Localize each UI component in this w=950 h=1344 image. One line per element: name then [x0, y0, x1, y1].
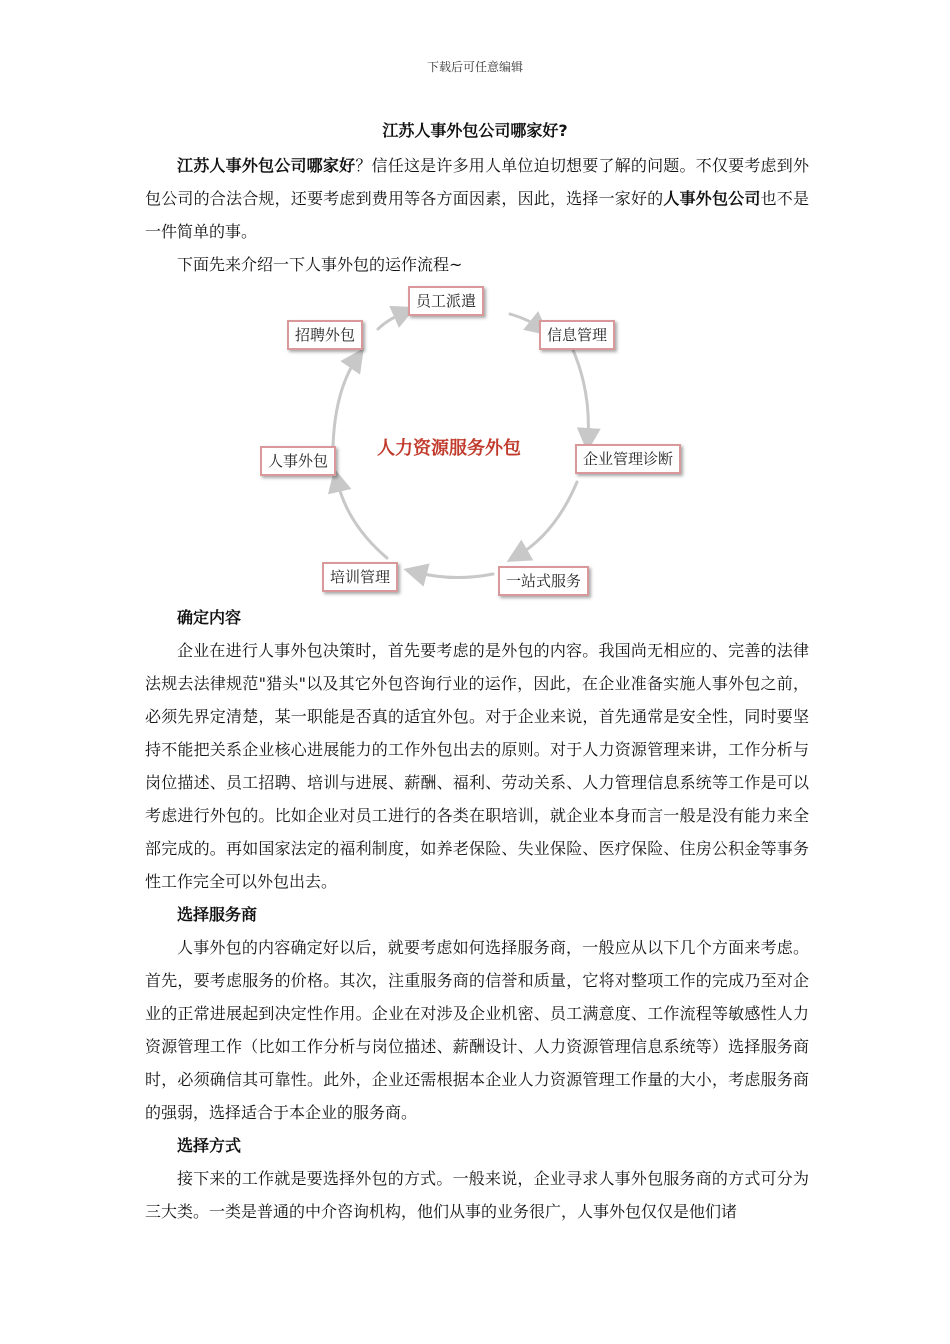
section-heading-content: 确定内容 — [177, 608, 242, 627]
section-body-content: 企业在进行人事外包决策时，首先要考虑的是外包的内容。我国尚无相应的、完善的法律法规去法律规范"猎头"以及其它外包咨询行业的运作，因此，在企业准备实施人事外包之前，必须先界定清楚，某一职能是否真的适宜外包。对于企业来说，首先通常是安全性，同时要坚持不能把关系企业核心进展能力的工作外包出去的原则。对于人力资源管理来讲，工作分析与岗位描述、员工招聘、培训与进展、薪酬、福利、劳动关系、人力管理信息系统等工作是可以考虑进行外包的。比如企业对员工进行的各类在职培训，就企业本身而言一般是没有能力来全部完成的。再如国家法定的福利制度，如养老保险、失业保险、医疗保险、住房公积金等事务性工作完全可以外包出去。 — [145, 641, 809, 891]
intro-text-b: 也不是一件简单的事。 — [145, 189, 809, 241]
ring-arc-7 — [378, 312, 405, 329]
document-title: 江苏人事外包公司哪家好? — [382, 121, 568, 140]
header-note: 下载后可任意编辑 — [426, 60, 523, 74]
intro-bold-mid: 人事外包公司 — [663, 189, 761, 208]
node-enterprise-diagnosis: 企业管理诊断 — [575, 444, 681, 474]
ring-arc-2 — [573, 350, 588, 440]
node-training-management: 培训管理 — [322, 562, 398, 592]
intro-bold-lead: 江苏人事外包公司哪家好 — [177, 156, 356, 175]
outsourcing-process-diagram — [255, 284, 695, 600]
ring-arc-5 — [337, 480, 387, 558]
sections-block — [145, 601, 809, 1228]
section-heading-provider: 选择服务商 — [177, 905, 258, 924]
section-body-method: 接下来的工作就是要选择外包的方式。一般来说，企业寻求人事外包服务商的方式可分为三大类。一类是普通的中介咨询机构，他们从事的业务很广，人事外包仅仅是他们诸 — [145, 1169, 809, 1221]
node-one-stop-service: 一站式服务 — [498, 566, 589, 596]
intro-text-a: ？信任这是许多用人单位迫切想要了解的问题。不仅要考虑到外包公司的合法合规，还要考虑到费用等各方面因素，因此，选择一家好的 — [145, 156, 809, 208]
node-hr-outsourcing: 人事外包 — [260, 446, 336, 476]
section-heading-method: 选择方式 — [177, 1136, 242, 1155]
ring-arc-1 — [510, 314, 540, 328]
intro-block — [145, 149, 809, 281]
ring-arc-4 — [415, 572, 493, 578]
ring-arc-6 — [333, 358, 357, 446]
diagram-center-label: 人力资源服务外包 — [377, 438, 521, 459]
node-recruitment-outsourcing: 招聘外包 — [287, 320, 363, 350]
node-info-management: 信息管理 — [539, 320, 615, 350]
ring-arc-3 — [517, 482, 577, 556]
lead-in-paragraph: 下面先来介绍一下人事外包的运作流程~ — [177, 255, 463, 274]
node-staff-dispatch: 员工派遣 — [408, 286, 484, 316]
section-body-provider: 人事外包的内容确定好以后，就要考虑如何选择服务商，一般应从以下几个方面来考虑。首先，要考虑服务的价格。其次，注重服务商的信誉和质量，它将对整项工作的完成乃至对企业的正常进展起到决定性作用。企业在对涉及企业机密、员工满意度、工作流程等敏感性人力资源管理工作（比如工作分析与岗位描述、薪酬设计、人力资源管理信息系统等）选择服务商时，必须确信其可靠性。此外，企业还需根据本企业人力资源管理工作量的大小，考虑服务商的强弱，选择适合于本企业的服务商。 — [145, 938, 809, 1122]
intro-paragraph — [145, 149, 809, 248]
